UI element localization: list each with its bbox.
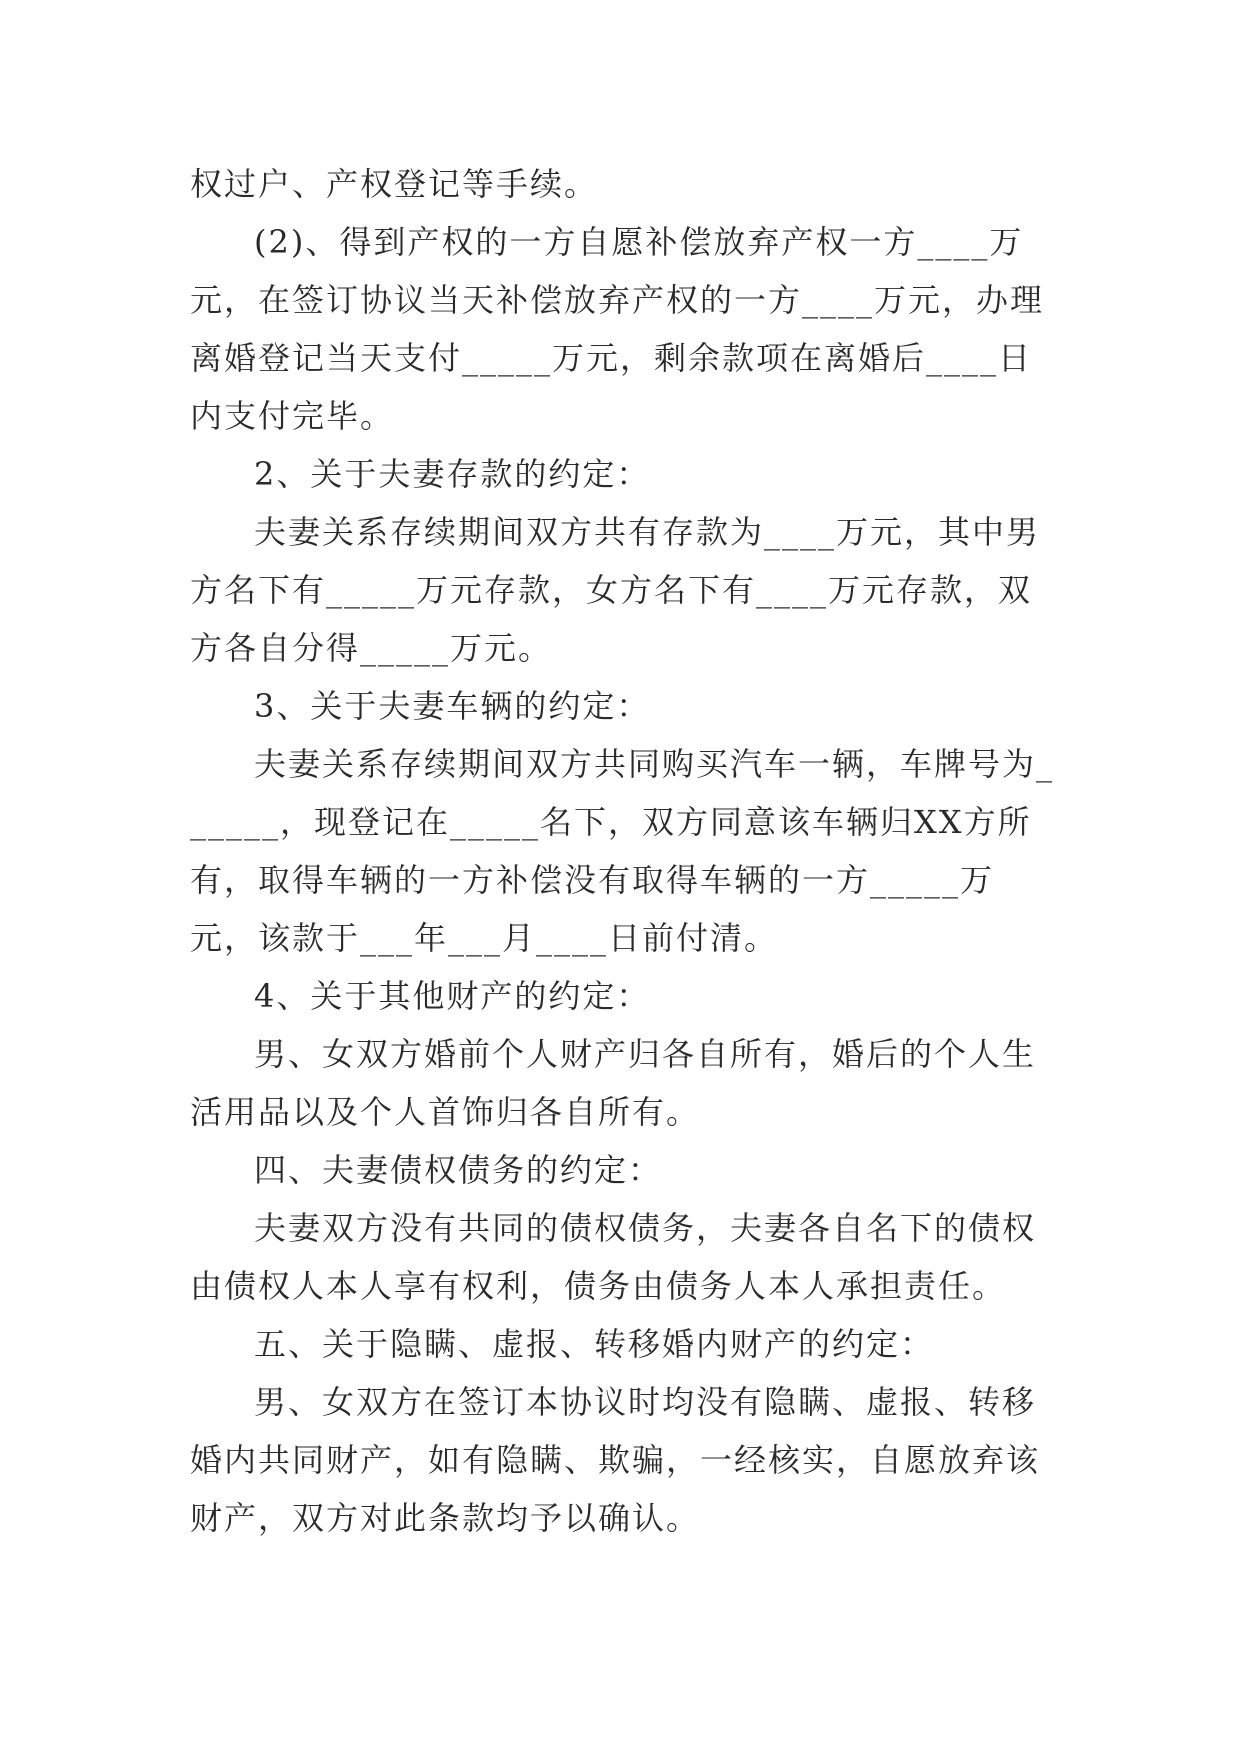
heading-vehicles: 3、关于夫妻车辆的约定： [254,687,651,725]
paragraph-property-compensation: (2)、得到产权的一方自愿补偿放弃产权一方____万元，在签订协议当天补偿放弃产权的一方____万元，办理离婚登记当天支付_____万元，剩余款项在离婚后____日内支付完毕。 [190,223,1045,435]
paragraph-continuation: 权过户、产权登记等手续。 [190,165,599,203]
paragraph-savings: 夫妻关系存续期间双方共有存款为____万元，其中男方名下有_____万元存款，女方名下有____万元存款，双方各自分得_____万元。 [190,513,1041,667]
paragraph-debts: 夫妻双方没有共同的债权债务，夫妻各自名下的债权由债权人本人享有权利，债务由债务人本人承担责任。 [190,1209,1037,1305]
paragraph-concealment: 男、女双方在签订本协议时均没有隐瞒、虚报、转移婚内共同财产，如有隐瞒、欺骗，一经核实，自愿放弃该财产，双方对此条款均予以确认。 [190,1383,1041,1537]
paragraph-other-property: 男、女双方婚前个人财产归各自所有，婚后的个人生活用品以及个人首饰归各自所有。 [190,1035,1037,1131]
heading-debts: 四、夫妻债权债务的约定： [254,1151,663,1189]
heading-concealment: 五、关于隐瞒、虚报、转移婚内财产的约定： [254,1325,935,1363]
paragraph-vehicles: 夫妻关系存续期间双方共同购买汽车一辆，车牌号为______，现登记在_____名下，双方同意该车辆归XX方所有，取得车辆的一方补偿没有取得车辆的一方_____万元，该款于___年___月____日前付清。 [190,745,1055,957]
document-body [190,155,1060,1547]
heading-savings: 2、关于夫妻存款的约定： [254,455,651,493]
heading-other-property: 4、关于其他财产的约定： [254,977,651,1015]
